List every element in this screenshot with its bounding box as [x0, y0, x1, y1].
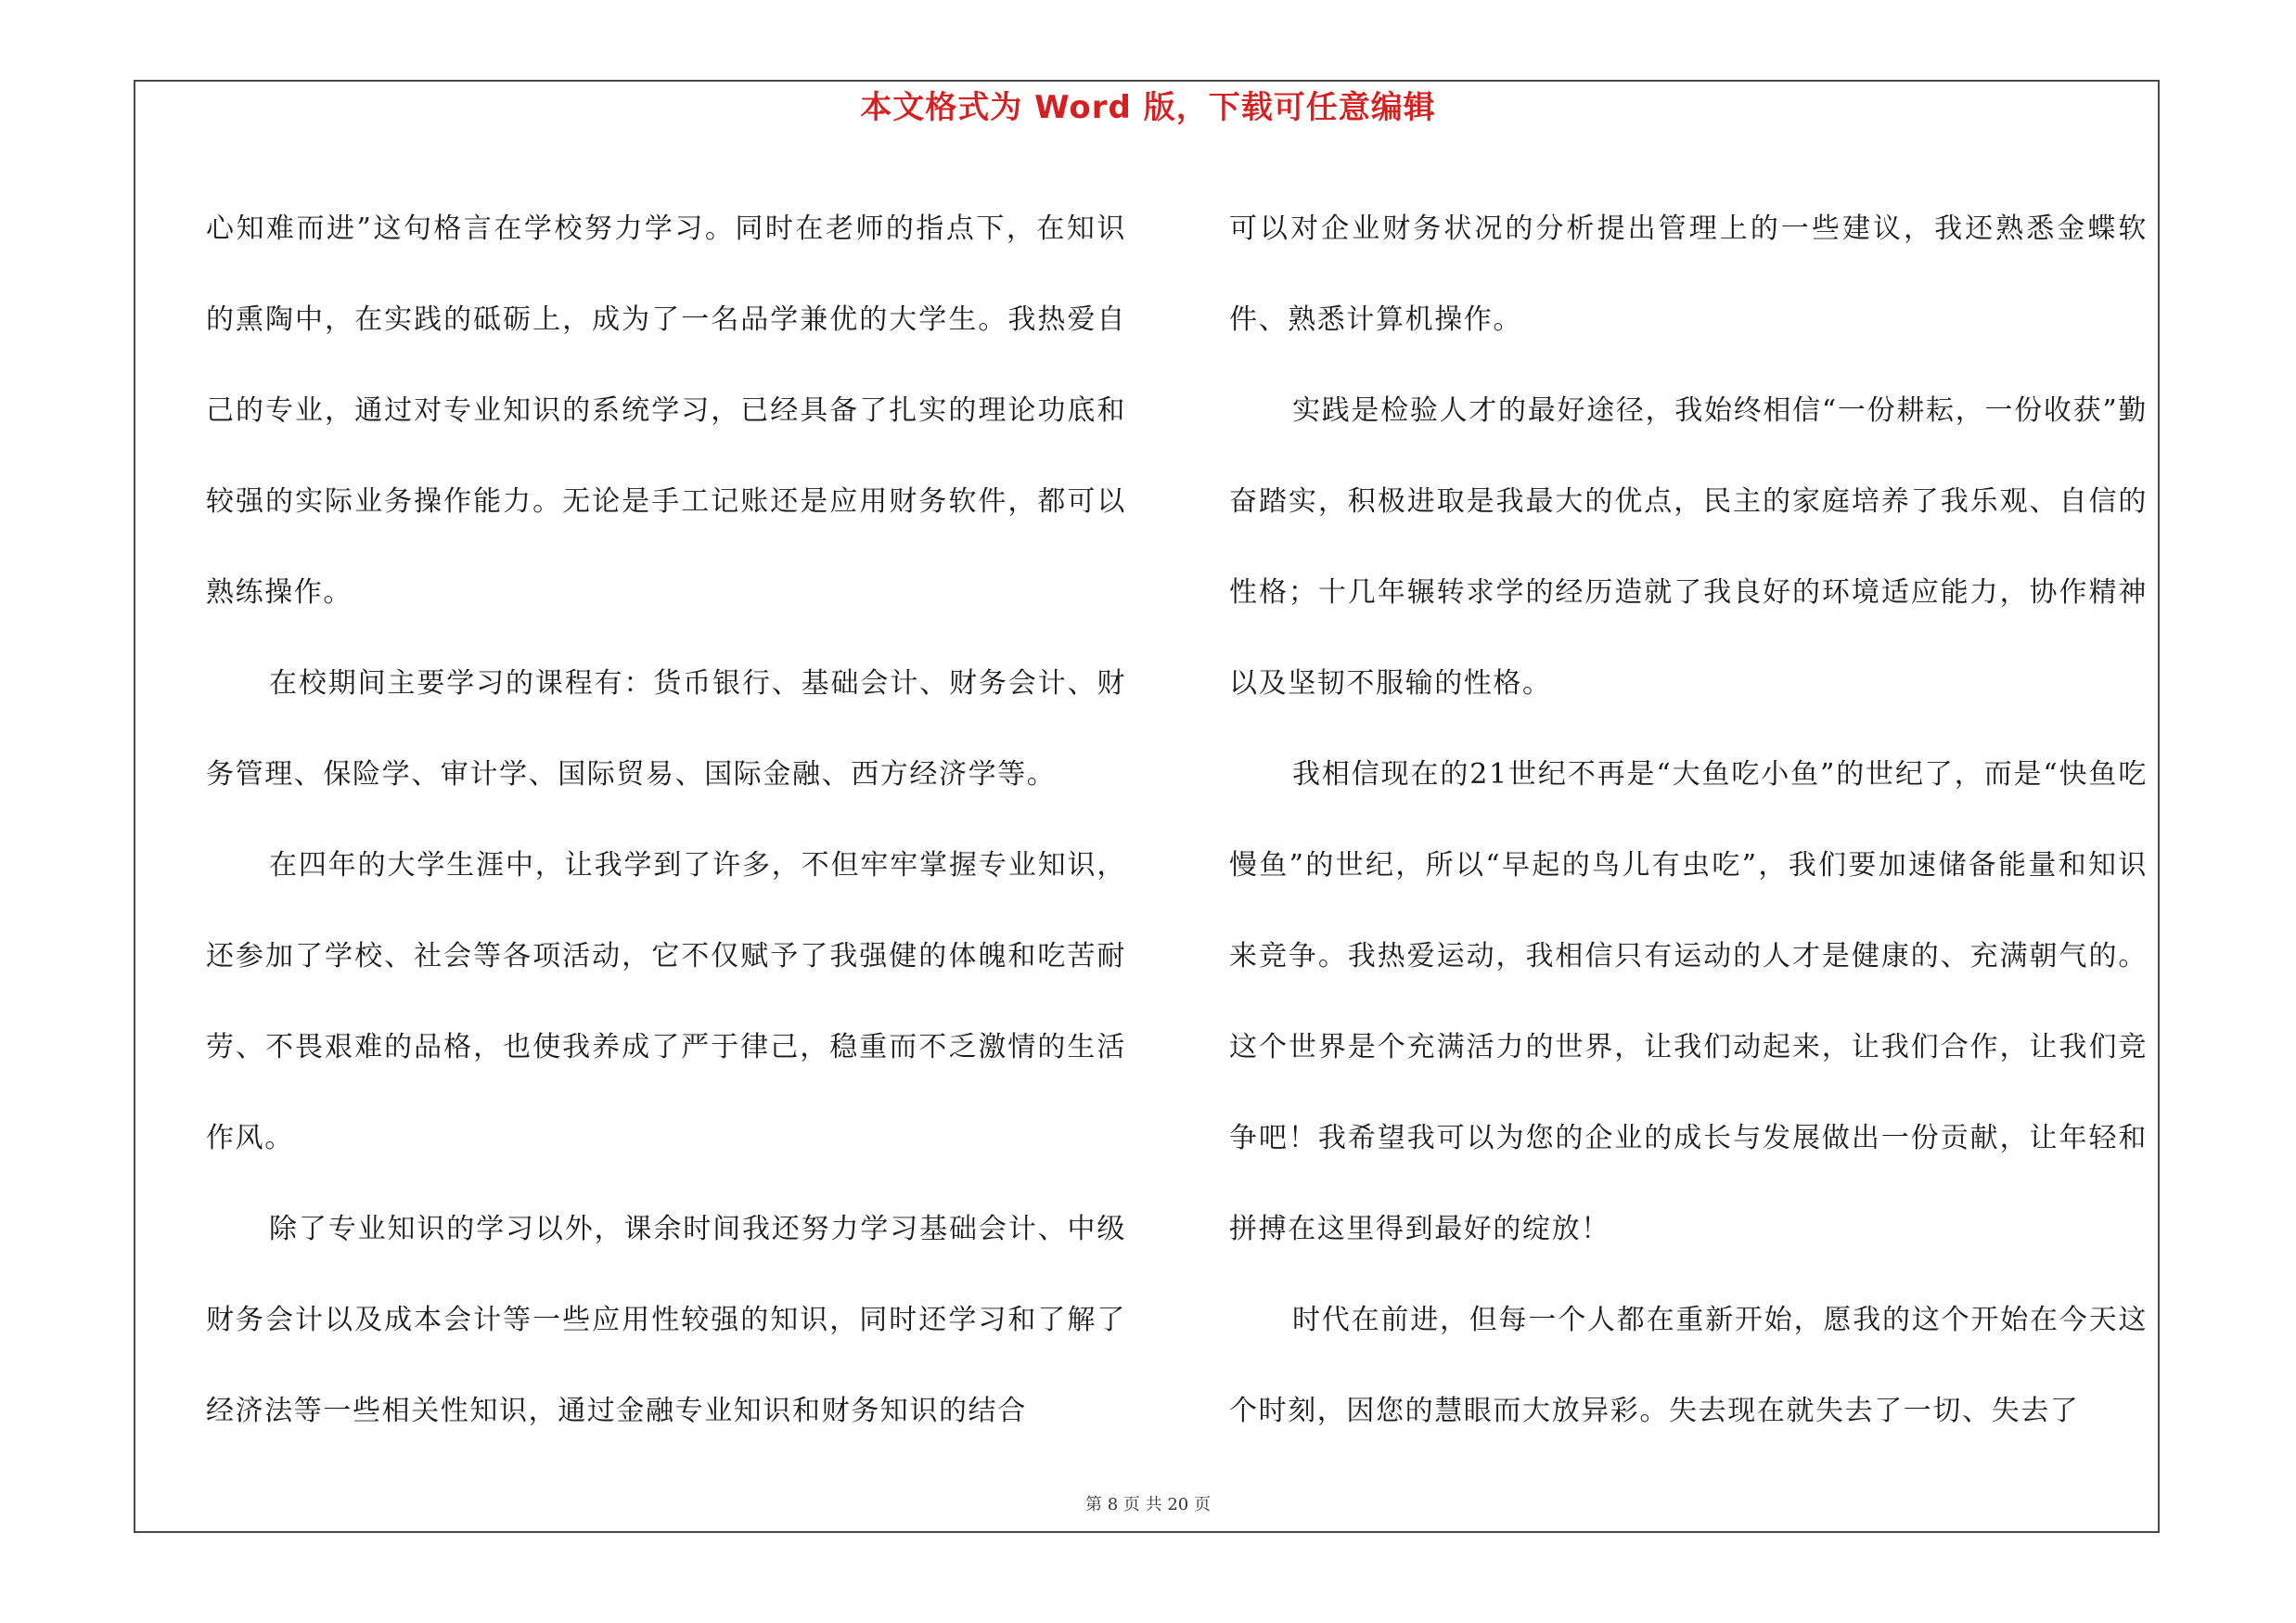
left-paragraph-3: 在四年的大学生涯中，让我学到了许多，不但牢牢掌握专业知识，还参加了学校、社会等各项活动，它不仅赋予了我强健的体魄和吃苦耐劳、不畏艰难的品格，也使我养成了严于律己，稳重而不乏激情的生活作风。 [206, 849, 1126, 1154]
left-column [206, 184, 1126, 1457]
right-paragraph-2: 实践是检验人才的最好途径，我始终相信“一份耕耘，一份收获”勤奋踏实，积极进取是我最大的优点，民主的家庭培养了我乐观、自信的性格；十几年辗转求学的经历造就了我良好的环境适应能力，协作精神以及坚韧不服输的性格。 [1229, 394, 2148, 700]
right-column [1229, 184, 2148, 1457]
left-paragraph-4: 除了专业知识的学习以外，课余时间我还努力学习基础会计、中级财务会计以及成本会计等一些应用性较强的知识，同时还学习和了解了经济法等一些相关性知识，通过金融专业知识和财务知识的结合 [206, 1213, 1126, 1427]
right-paragraph-4: 时代在前进，但每一个人都在重新开始，愿我的这个开始在今天这个时刻，因您的慧眼而大放异彩。失去现在就失去了一切、失去了 [1229, 1304, 2148, 1427]
page-number-footer: 第 8 页 共 20 页 [1085, 1495, 1211, 1514]
left-paragraph-1: 心知难而进”这句格言在学校努力学习。同时在老师的指点下，在知识的熏陶中，在实践的砥砺上，成为了一名品学兼优的大学生。我热爱自己的专业，通过对专业知识的系统学习，已经具备了扎实的理论功底和较强的实际业务操作能力。无论是手工记账还是应用财务软件，都可以熟练操作。 [206, 213, 1126, 609]
format-banner: 本文格式为 Word 版，下载可任意编辑 [860, 89, 1436, 126]
left-paragraph-2: 在校期间主要学习的课程有：货币银行、基础会计、财务会计、财务管理、保险学、审计学、国际贸易、国际金融、西方经济学等。 [206, 667, 1126, 791]
right-paragraph-1: 可以对企业财务状况的分析提出管理上的一些建议，我还熟悉金蝶软件、熟悉计算机操作。 [1229, 213, 2148, 336]
right-paragraph-3: 我相信现在的21世纪不再是“大鱼吃小鱼”的世纪了，而是“快鱼吃慢鱼”的世纪，所以“早起的鸟儿有虫吃”，我们要加速储备能量和知识来竞争。我热爱运动，我相信只有运动的人才是健康的、充满朝气的。这个世界是个充满活力的世界，让我们动起来，让我们合作，让我们竞争吧！我希望我可以为您的企业的成长与发展做出一份贡献，让年轻和拼搏在这里得到最好的绽放！ [1229, 758, 2148, 1245]
